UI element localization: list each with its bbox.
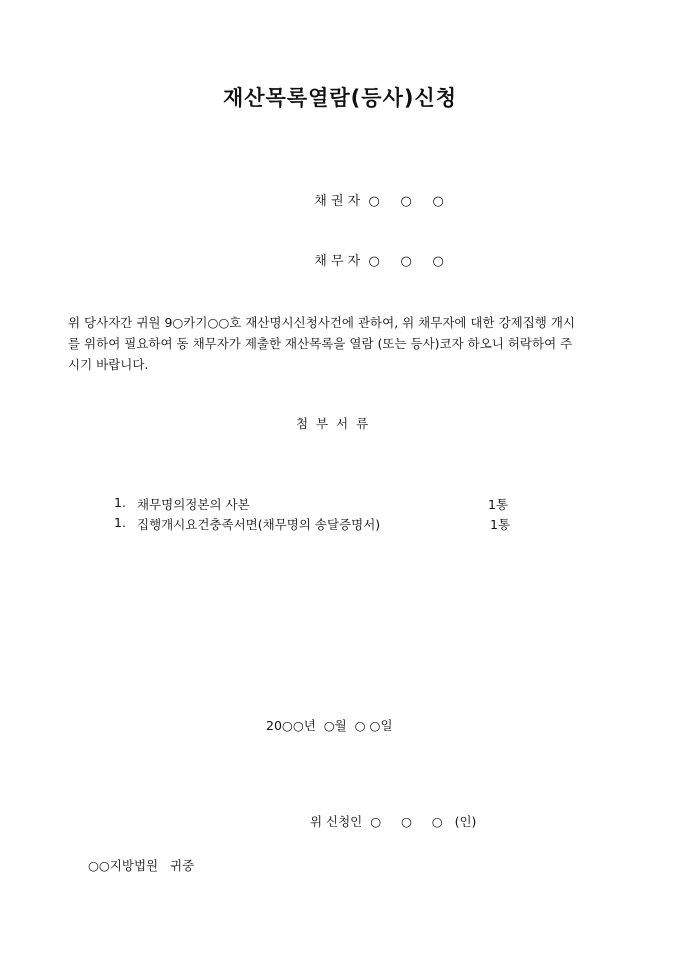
attachment-number-1: 1. [114, 495, 126, 510]
debtor-label: 채 무 자 [314, 254, 361, 269]
body-line-3: 시기 바랍니다. [68, 357, 149, 372]
applicant-name: ○ ○ ○ [370, 814, 443, 829]
creditor-name: ○ ○ ○ [368, 194, 444, 209]
debtor-line [306, 235, 444, 269]
attachment-number-2: 1. [114, 515, 126, 530]
applicant-seal: (인) [454, 814, 477, 829]
document-title: 재산목록열람(등사)신청 [222, 86, 458, 110]
request-body [68, 312, 624, 375]
applicant-line [302, 797, 476, 830]
applicant-label: 위 신청인 [309, 814, 363, 829]
attachment-qty-1: 1통 [488, 497, 509, 512]
creditor-label: 채 권 자 [314, 194, 361, 209]
body-line-1: 위 당사자간 귀원 9○카기○○호 재산명시신청사건에 관하여, 위 채무자에 대한 강제집행 개시 [68, 315, 576, 330]
attachment-name-2: 집행개시요건충족서면(채무명의 송달증명서) [137, 517, 381, 532]
creditor-line [306, 175, 444, 209]
application-date: 20○○년 ○월 ○ ○일 [266, 718, 393, 733]
body-line-2: 를 위하여 필요하여 동 채무자가 제출한 재산목록을 열람 (또는 등사)코자 하오니 허락하여 주 [68, 336, 573, 351]
attachment-qty-2: 1통 [490, 517, 511, 532]
attachment-name-1: 채무명의정본의 사본 [137, 497, 250, 512]
debtor-name: ○ ○ ○ [368, 254, 444, 269]
court-addressee: ○○지방법원 귀중 [88, 858, 195, 873]
attachments-heading: 첨 부 서 류 [296, 416, 369, 431]
